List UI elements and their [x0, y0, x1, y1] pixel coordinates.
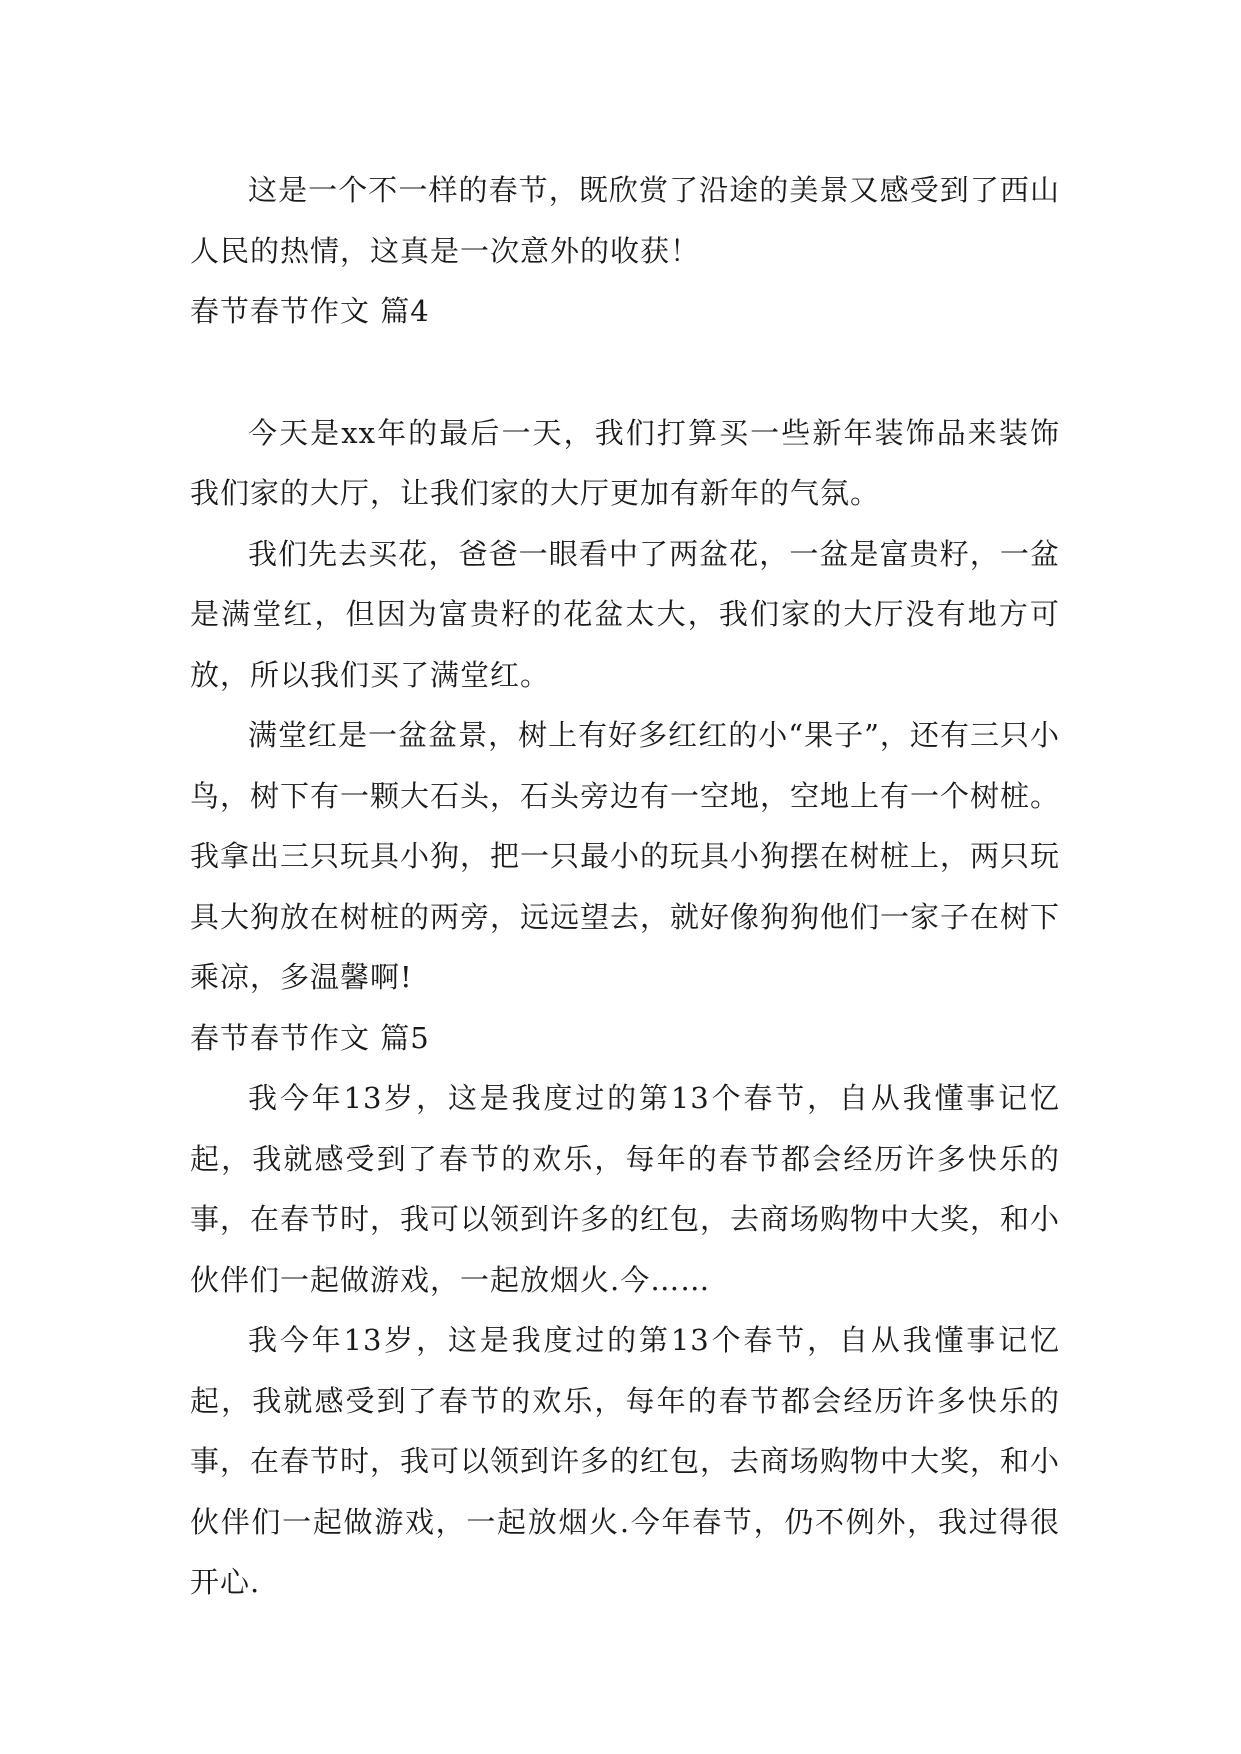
paragraph-1: 这是一个不一样的春节，既欣赏了沿途的美景又感受到了西山人民的热情，这真是一次意外的收获！: [190, 173, 1060, 268]
paragraph-6: 我今年13岁，这是我度过的第13个春节，自从我懂事记忆起，我就感受到了春节的欢乐，每年的春节都会经历许多快乐的事，在春节时，我可以领到许多的红包，去商场购物中大奖，和小伙伴们一起做游戏，一起放烟火.今年春节，仍不例外，我过得很开心.: [190, 1323, 1061, 1599]
document-body: [190, 160, 1060, 1613]
blank-line: [190, 342, 1060, 403]
paragraph-4: 满堂红是一盆盆景，树上有好多红红的小“果子”，还有三只小鸟，树下有一颗大石头，石头旁边有一空地，空地上有一个树桩。我拿出三只玩具小狗，把一只最小的玩具小狗摆在树桩上，两只玩具大狗放在树桩的两旁，远远望去，就好像狗狗他们一家子在树下乘凉，多温馨啊!: [190, 718, 1061, 994]
paragraph-5: 我今年13岁，这是我度过的第13个春节，自从我懂事记忆起，我就感受到了春节的欢乐，每年的春节都会经历许多快乐的事，在春节时，我可以领到许多的红包，去商场购物中大奖，和小伙伴们一起做游戏，一起放烟火.今……: [190, 1081, 1061, 1297]
section-heading-4: 春节春节作文 篇4: [190, 294, 430, 328]
section-heading-5: 春节春节作文 篇5: [190, 1020, 430, 1055]
paragraph-2: 今天是xx年的最后一天，我们打算买一些新年装饰品来装饰我们家的大厅，让我们家的大厅更加有新年的气氛。: [190, 415, 1060, 510]
paragraph-3: 我们先去买花，爸爸一眼看中了两盆花，一盆是富贵籽，一盆是满堂红，但因为富贵籽的花盆太大，我们家的大厅没有地方可放，所以我们买了满堂红。: [190, 536, 1060, 692]
